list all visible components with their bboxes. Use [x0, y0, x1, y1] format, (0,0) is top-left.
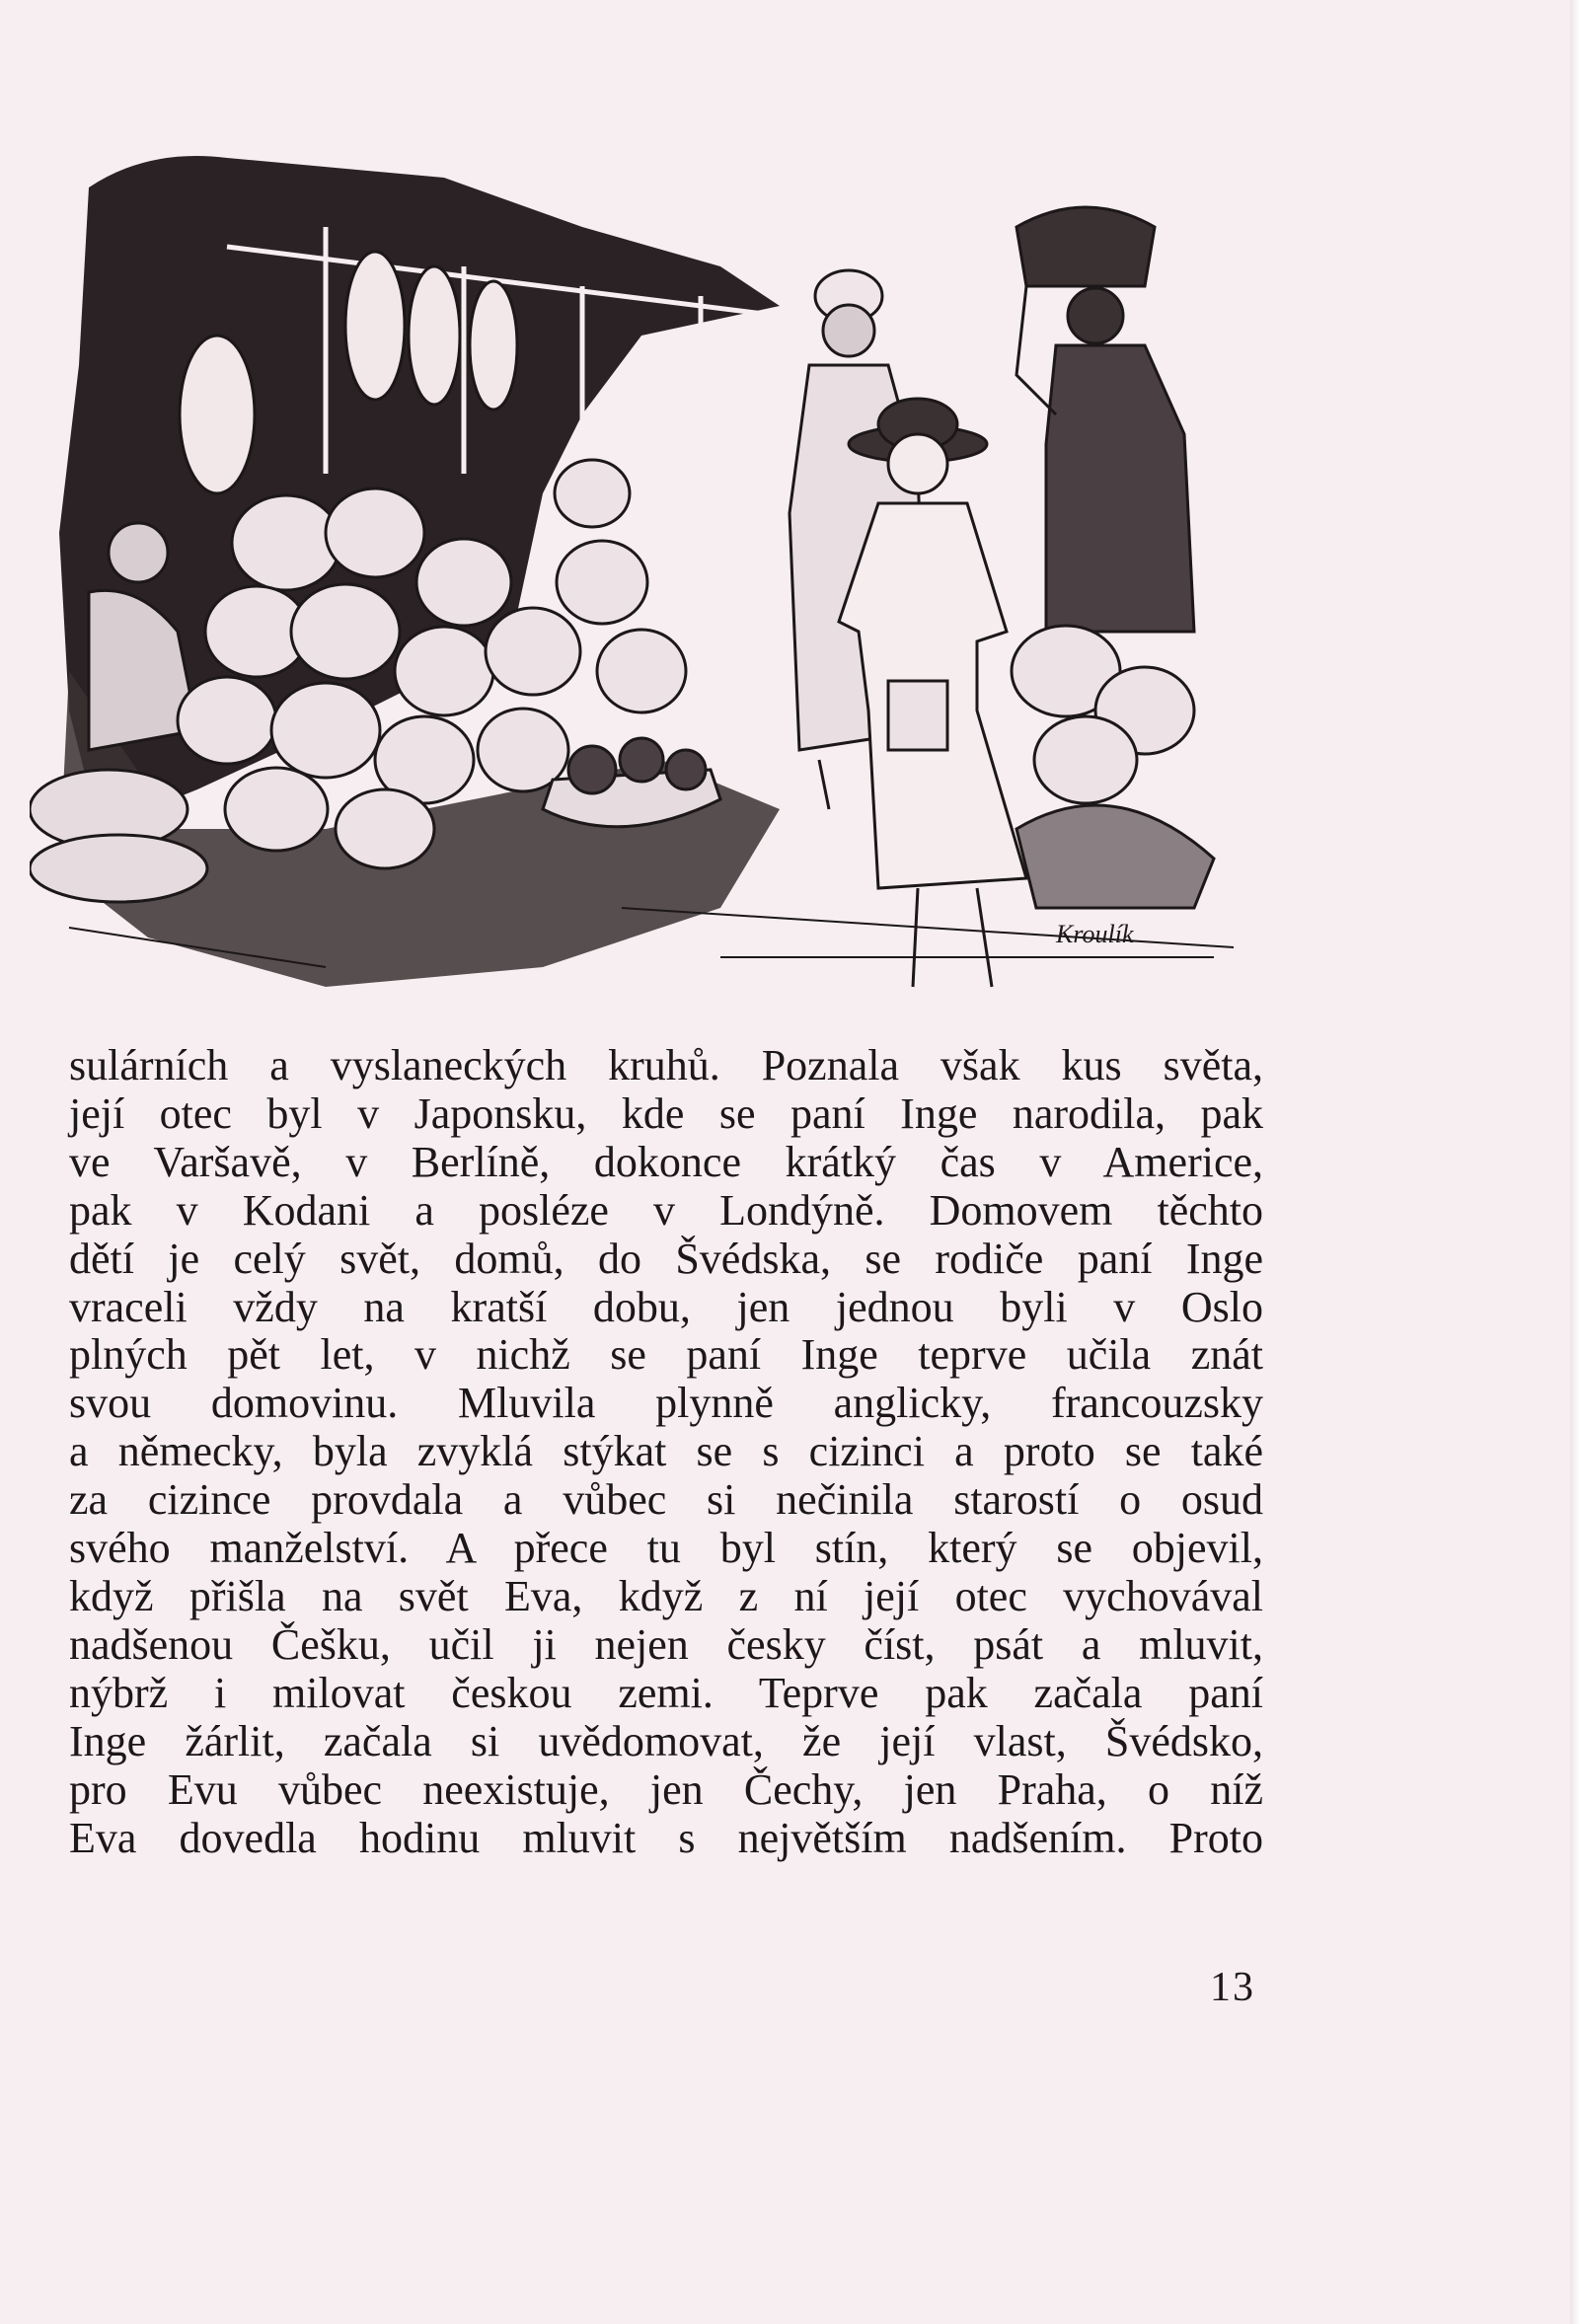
illustration-signature: Kroulík	[1056, 920, 1134, 948]
page-edge	[1570, 0, 1580, 2324]
text-line: svého manželství. A přece tu byl stín, který se objevil,	[69, 1524, 1263, 1573]
text-line: pak v Kodani a posléze v Londýně. Domovem těchto	[69, 1185, 1263, 1235]
text-line: za cizince provdala a vůbec si nečinila starostí o osud	[69, 1475, 1263, 1525]
text-line: nýbrž i milovat českou zemi. Teprve pak začala paní	[69, 1668, 1263, 1717]
text-line: plných pět let, v nichž se paní Inge teprve učila znát	[69, 1330, 1263, 1380]
text-line: ve Varšavě, v Berlíně, dokonce krátký čas v Americe,	[69, 1137, 1263, 1186]
market-scene-illustration	[30, 118, 1263, 997]
text-line: svou domovinu. Mluvila plynně anglicky, francouzsky	[69, 1379, 1263, 1428]
text-line: sulárních a vyslaneckých kruhů. Poznala však kus světa,	[69, 1041, 1263, 1089]
body-text	[69, 1042, 1263, 1862]
page-number: 13	[1210, 1965, 1255, 2010]
text-line: nadšenou Češku, učil ji nejen česky číst, psát a mluvit,	[69, 1619, 1263, 1669]
text-line: vraceli vždy na kratší dobu, jen jednou byli v Oslo	[69, 1282, 1263, 1331]
text-line: a německy, byla zvyklá stýkat se s cizinci a proto se také	[69, 1427, 1263, 1476]
text-line: Eva dovedla hodinu mluvit s největším nadšením. Proto	[69, 1813, 1263, 1862]
text-line: její otec byl v Japonsku, kde se paní Inge narodila, pak	[69, 1088, 1263, 1138]
text-line: Inge žárlit, začala si uvědomovat, že její vlast, Švédsko,	[69, 1716, 1263, 1765]
text-line: dětí je celý svět, domů, do Švédska, se rodiče paní Inge	[69, 1234, 1263, 1283]
text-line: pro Evu vůbec neexistuje, jen Čechy, jen Praha, o níž	[69, 1764, 1263, 1814]
text-line: když přišla na svět Eva, když z ní její otec vychovával	[69, 1571, 1263, 1620]
